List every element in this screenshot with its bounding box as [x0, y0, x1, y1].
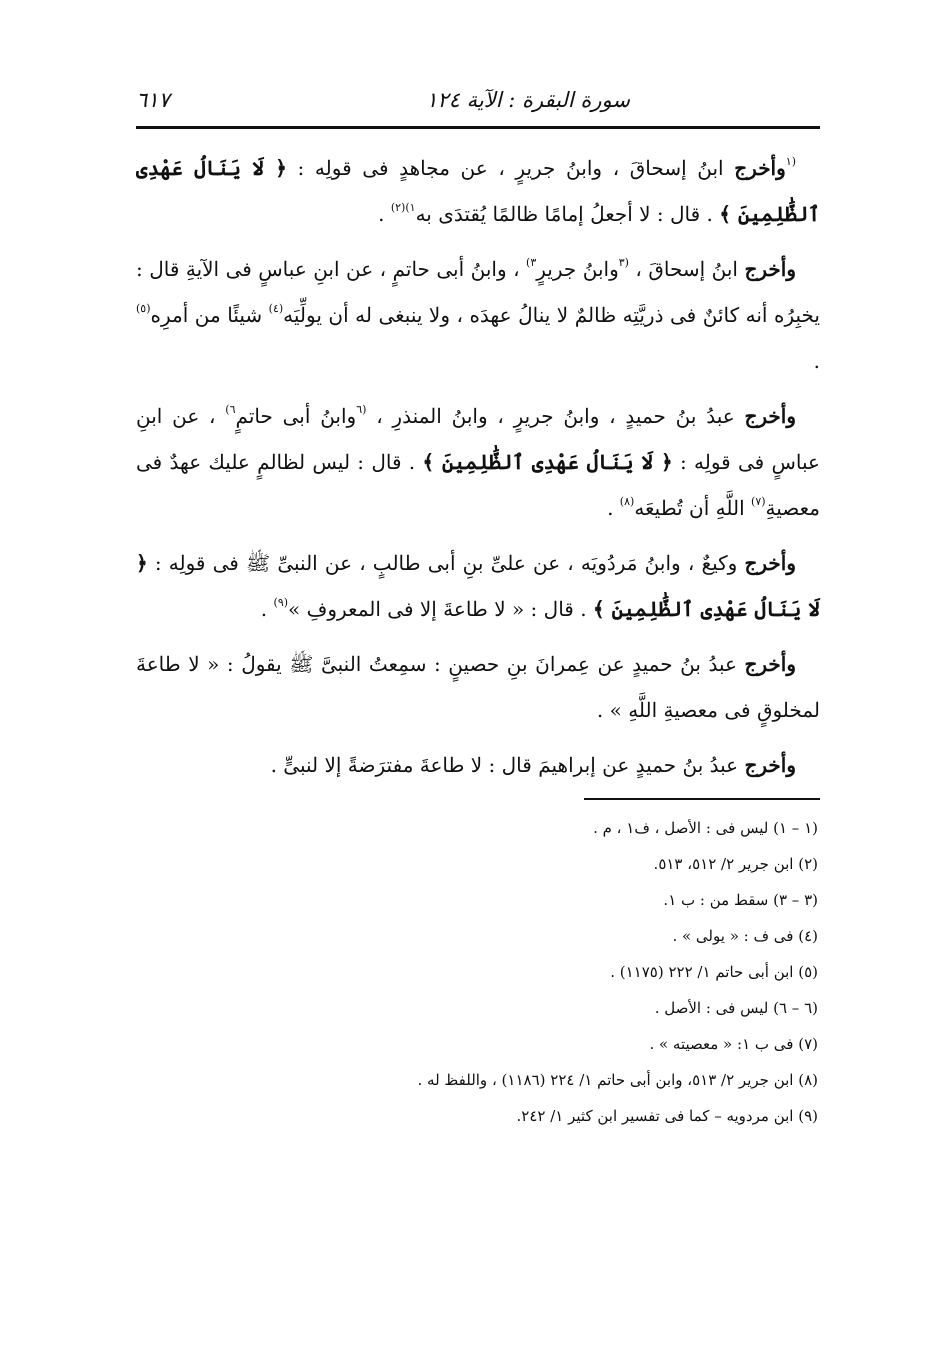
note-ref: ٦) — [225, 403, 236, 416]
paragraph-text: . — [607, 496, 620, 520]
note-ref: (٨) — [619, 495, 635, 508]
paragraph-text: ابنُ إسحاقَ ، — [628, 257, 745, 281]
paragraph-2 — [136, 246, 820, 384]
quran-quote: ﴿ لَا يَنَالُ عَهْدِى ٱلظَّٰلِمِينَ ﴾ — [136, 551, 820, 621]
paragraph-text: . — [813, 349, 820, 373]
paragraph-text: وابنُ جريرٍ — [536, 257, 619, 281]
paragraph-lead: وأخرج — [744, 404, 796, 428]
page-number: ٦١٧ — [136, 88, 170, 112]
note-ref: (٦ — [356, 403, 367, 416]
paragraph-text: وابنُ أبى حاتمٍ — [235, 404, 357, 428]
paragraph-3 — [136, 393, 820, 531]
paragraph-1 — [136, 145, 820, 237]
paragraph-lead: وأخرج — [744, 551, 796, 575]
note-ref: (٧) — [751, 495, 766, 508]
paragraph-6 — [136, 742, 820, 788]
paragraph-text: ، عن ابنِ عباسٍ فى قولِه : — [136, 404, 820, 474]
paragraph-text: عبدُ بنُ حميدٍ ، وابنُ جريرٍ ، وابنُ المنذرِ ، — [366, 404, 745, 428]
footnote-1: (١ – ١) ليس فى : الأصل ، ف١ ، م . — [593, 819, 818, 837]
paragraph-text: . قال : « لا طاعةَ إلا فى المعروفِ » — [288, 597, 593, 621]
note-ref: ٣) — [526, 256, 537, 269]
quran-quote: ﴿ لَا يَنَالُ عَهْدِى ٱلظَّٰلِمِينَ ﴾ — [422, 450, 673, 474]
paragraph-text: . قال : لا أجعلُ إمامًا ظالمًا يُقتدَى به — [415, 202, 720, 226]
page-header — [136, 80, 820, 129]
paragraph-text: شيئًا من أمرِه — [150, 303, 269, 327]
note-ref: (٣ — [618, 256, 629, 269]
running-title: سورة البقرة : الآية ١٢٤ — [426, 88, 630, 112]
paragraph-text: ، وابنُ أبى حاتمٍ ، عن ابنِ عباسٍ فى الآيةِ قال : يخبِرُه أنه كائنٌ فى ذريَّتِه ظالمٌ لا ينالُ عهدَه ، ولا ينبغى له أن يولِّيَه — [136, 257, 820, 327]
paragraph-text: . قال : ليس لظالمٍ عليك عهدٌ فى معصيةِ — [136, 450, 820, 520]
note-ref: ١)(٢) — [390, 201, 416, 214]
footnote-7: (٧) فى ب ١: « معصيته » . — [649, 1035, 818, 1053]
paragraph-text: عبدُ بنُ حميدٍ عن عِمرانَ بنِ حصينٍ : سمِعتُ النبىَّ ﷺ يقولُ : « لا طاعةَ لمخلوقٍ فى معصيةِ اللَّهِ » . — [136, 652, 820, 722]
footnote-6: (٦ – ٦) ليس فى : الأصل . — [654, 999, 818, 1017]
paragraph-lead: وأخرج — [744, 652, 796, 676]
paragraph-text: وكيعٌ ، وابنُ مَردُويَه ، عن علىِّ بنِ أبى طالبٍ ، عن النبىِّ ﷺ فى قولِه : — [147, 551, 745, 575]
paragraph-text: . — [260, 597, 274, 621]
quran-quote: ﴿ لَا يَنَالُ عَهْدِى ٱلظَّٰلِمِينَ ﴾ — [136, 156, 820, 226]
note-ref: (١ — [785, 155, 796, 168]
paragraph-4 — [136, 540, 820, 632]
footnote-2: (٢) ابن جرير ٢/ ٥١٢، ٥١٣. — [653, 855, 818, 873]
paragraph-lead: وأخرج — [744, 257, 796, 281]
footnotes-list — [136, 810, 820, 1134]
footnote-divider — [584, 798, 820, 800]
paragraph-lead: وأخرج — [734, 156, 786, 180]
note-ref: (٥) — [136, 302, 151, 315]
paragraph-lead: وأخرج — [744, 753, 796, 777]
paragraph-text: عبدُ بنُ حميدٍ عن إبراهيمَ قال : لا طاعةَ مفترَضةً إلا لنبىٍّ . — [270, 753, 745, 777]
footnote-9: (٩) ابن مردويه – كما فى تفسير ابن كثير ١/ ٢٤٢. — [516, 1107, 818, 1125]
paragraph-5 — [136, 641, 820, 733]
paragraph-text: اللَّهِ أن تُطيعَه — [634, 496, 752, 520]
book-page — [136, 80, 820, 1280]
paragraph-text: ابنُ إسحاقَ ، وابنُ جريرٍ ، عن مجاهدٍ فى قولِه : — [286, 156, 735, 180]
footnote-8: (٨) ابن جرير ٢/ ٥١٣، وابن أبى حاتم ١/ ٢٢٤ (١١٨٦) ، واللفظ له . — [417, 1071, 818, 1089]
footnote-4: (٤) فى ف : « يولى » . — [672, 927, 818, 945]
note-ref: (٩) — [273, 596, 289, 609]
paragraph-text: . — [378, 202, 391, 226]
footnote-5: (٥) ابن أبى حاتم ١/ ٢٢٢ (١١٧٥) . — [610, 963, 818, 981]
footnote-3: (٣ – ٣) سقط من : ب ١. — [663, 891, 818, 909]
note-ref: (٤) — [268, 302, 284, 315]
main-text — [136, 145, 820, 788]
